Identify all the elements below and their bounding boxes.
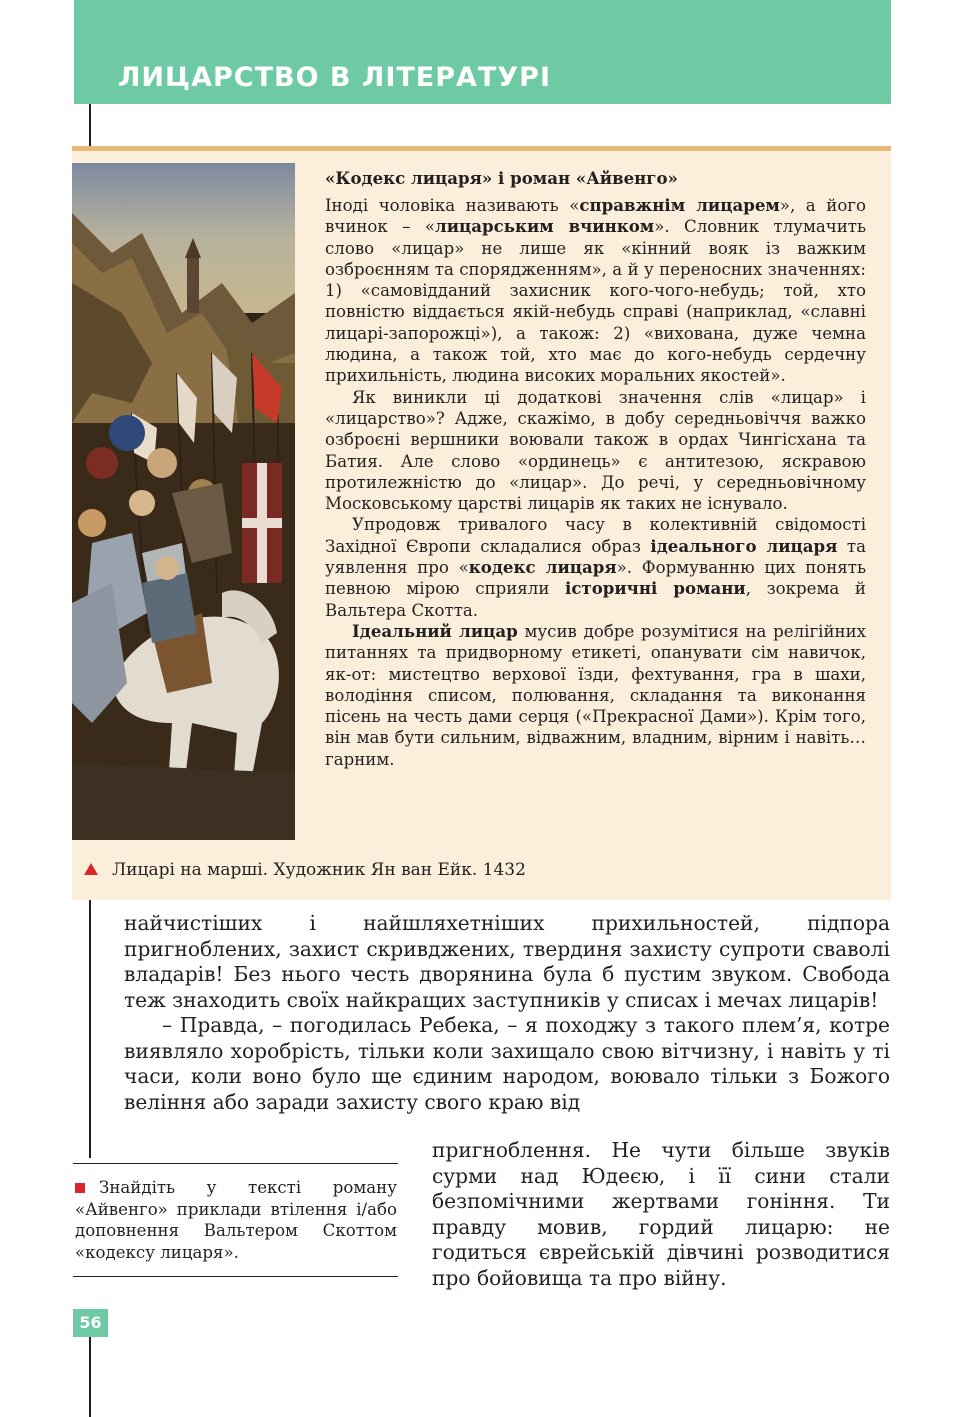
- margin-rule-middle: [89, 900, 91, 1158]
- chapter-title: ЛИЦАРСТВО В ЛІТЕРАТУРІ: [118, 62, 551, 93]
- painting-caption: Лицарі на марші. Художник Ян ван Ейк. 1432: [84, 855, 526, 885]
- triangle-marker-icon: [84, 863, 98, 875]
- excerpt-paragraph-rebecca: – Правда, – погодилась Ребека, – я походжу з такого плем’я, котре виявляло хоробрість, тільки коли захищало свою вітчизну, і навіть у ті часи, коли воно було ще єдиним народом, воювало тільки з Божого веління або заради захисту свого краю від: [124, 1013, 890, 1114]
- info-box-rule: [72, 146, 891, 151]
- info-box-text: [325, 168, 866, 770]
- info-box: [72, 146, 891, 900]
- page-number: 56: [73, 1309, 108, 1337]
- excerpt-paragraph: найчистіших і найшляхетніших прихильностей, підпора пригноблених, захист скривджених, твердиня захисту супроти сваволі владарів! Без нього честь дворянина була б пустим звуком. Свобода теж знаходить своїх найкращих заступників у списах і мечах лицарів!: [124, 911, 890, 1012]
- painting-knights-on-march: [72, 163, 295, 840]
- task-block: Знайдіть у тексті роману «Айвенго» приклади втілення і/або доповнення Вальтером Скоттом «кодексу лицаря».: [75, 1178, 397, 1262]
- paragraph-ideal-knight: Упродовж тривалого часу в колективній свідомості Західної Європи складалися образ ідеального лицаря та уявлення про «кодекс лицаря». Формуванню цих понять певною мірою сприяли історичні романи, зокрема й Вальтера Скотта.: [325, 515, 866, 620]
- task-rule-bottom: [73, 1276, 398, 1277]
- margin-rule-top: [89, 104, 91, 146]
- margin-rule-bottom: [89, 1337, 91, 1417]
- paragraph-skills: Ідеальний лицар мусив добре розумітися на релігійних питаннях та придворному етикеті, опанувати сім навичок, як-от: мистецтво верхової їзди, фехтування, гра в шахи, володіння списом, полювання, складання та виконання пісень на честь дами серця («Прекрасної Дами»). Крім того, він мав бути сильним, відважним, владним, вірним і навіть… гарним.: [325, 620, 866, 769]
- task-rule-top: [73, 1163, 398, 1164]
- paragraph-definition: Іноді чоловіка називають «справжнім лицарем», а його вчинок – «лицарським вчинком». Словник тлумачить слово «лицар» не лише як «кінний вояк із важким озброєнням та спорядженням», а й у переносних значеннях: 1) «самовідданий захисник кого-чого-небудь; той, хто повністю віддається якій-небудь справі (наприклад, «славні лицарі-запорожці»), а також: 2) «вихована, дуже чемна людина, а також той, хто має до кого-небудь сердечну прихильність, людина високих моральних якостей».: [325, 195, 866, 386]
- excerpt-continuation: пригноблення. Не чути більше звуків сурми над Юдеєю, і її сини стали безпомічними жертвами гоніння. Ти правду мовив, гордий лицарю: не годиться єврейській дівчині розводитися про бойовища та про війну.: [432, 1138, 890, 1290]
- novel-excerpt: [124, 911, 890, 1115]
- info-box-title: «Кодекс лицаря» і роман «Айвенго»: [325, 168, 678, 188]
- square-marker-icon: [75, 1183, 85, 1193]
- paragraph-origin: Як виникли ці додаткові значення слів «лицар» і «лицарство»? Адже, скажімо, в добу середньовіччя важко озброєні вершники воювали також в ордах Чингісхана та Батия. Але слово «ординець» є антитезою, яскравою протилежністю до «лицар». До речі, у середньовічному Московському царстві лицарів як таких не існувало.: [325, 387, 866, 514]
